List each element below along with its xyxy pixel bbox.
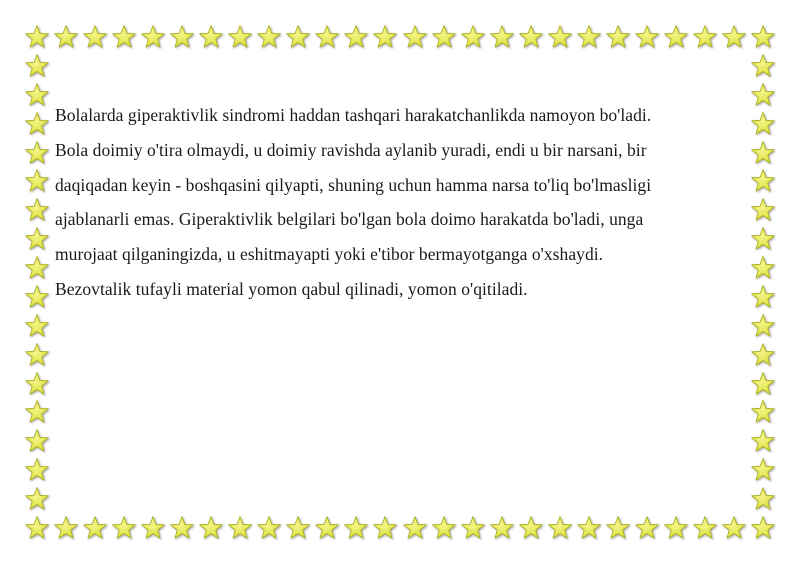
- star-icon: [721, 24, 747, 50]
- text-line-5: murojaat qilganingizda, u eshitmayapti yoki e'tibor bermayotganga o'xshaydi.: [55, 244, 604, 265]
- star-icon: [24, 399, 50, 425]
- star-icon: [372, 24, 398, 50]
- star-icon: [750, 53, 776, 79]
- star-icon: [750, 486, 776, 512]
- star-icon: [140, 515, 166, 541]
- star-icon: [343, 515, 369, 541]
- star-icon: [605, 24, 631, 50]
- star-icon: [24, 168, 50, 194]
- star-icon: [634, 515, 660, 541]
- star-icon: [663, 515, 689, 541]
- text-line-3: daqiqadan keyin - boshqasini qilyapti, shuning uchun hamma narsa to'liq bo'lmasligi: [55, 174, 652, 195]
- star-icon: [256, 24, 282, 50]
- star-icon: [547, 515, 573, 541]
- star-icon: [750, 371, 776, 397]
- star-icon: [750, 313, 776, 339]
- star-icon: [750, 428, 776, 454]
- star-icon: [24, 342, 50, 368]
- star-icon: [169, 24, 195, 50]
- star-icon: [24, 24, 50, 50]
- star-icon: [169, 515, 195, 541]
- star-icon: [198, 24, 224, 50]
- star-icon: [24, 140, 50, 166]
- star-icon: [82, 515, 108, 541]
- star-icon: [750, 515, 776, 541]
- star-icon: [24, 197, 50, 223]
- star-icon: [489, 515, 515, 541]
- star-icon: [24, 284, 50, 310]
- text-line-4: ajablanarli emas. Giperaktivlik belgilari bo'lgan bola doimo harakatda bo'ladi, unga: [55, 209, 644, 230]
- star-icon: [198, 515, 224, 541]
- star-icon: [518, 24, 544, 50]
- star-icon: [82, 24, 108, 50]
- star-icon: [692, 515, 718, 541]
- star-icon: [24, 457, 50, 483]
- star-icon: [285, 515, 311, 541]
- star-icon: [111, 515, 137, 541]
- star-icon: [256, 515, 282, 541]
- star-icon: [372, 515, 398, 541]
- star-icon: [460, 24, 486, 50]
- star-icon: [576, 515, 602, 541]
- star-icon: [518, 515, 544, 541]
- star-icon: [24, 255, 50, 281]
- star-icon: [431, 24, 457, 50]
- star-icon: [605, 515, 631, 541]
- star-icon: [24, 82, 50, 108]
- text-line-2: Bola doimiy o'tira olmaydi, u doimiy ravishda aylanib yuradi, endi u bir narsani, bir: [55, 139, 647, 160]
- star-icon: [663, 24, 689, 50]
- text-line-1: Bolalarda giperaktivlik sindromi haddan tashqari harakatchanlikda namoyon bo'ladi.: [55, 105, 652, 125]
- star-icon: [24, 371, 50, 397]
- star-icon: [402, 24, 428, 50]
- star-icon: [24, 486, 50, 512]
- star-icon: [402, 515, 428, 541]
- star-icon: [24, 313, 50, 339]
- star-icon: [24, 111, 50, 137]
- body-paragraph: [55, 98, 755, 307]
- star-icon: [489, 24, 515, 50]
- star-icon: [634, 24, 660, 50]
- star-icon: [721, 515, 747, 541]
- star-icon: [285, 24, 311, 50]
- star-icon: [227, 515, 253, 541]
- star-icon: [24, 53, 50, 79]
- star-icon: [692, 24, 718, 50]
- star-icon: [750, 399, 776, 425]
- star-icon: [53, 515, 79, 541]
- star-icon: [111, 24, 137, 50]
- star-icon: [750, 457, 776, 483]
- star-icon: [460, 515, 486, 541]
- star-icon: [343, 24, 369, 50]
- star-icon: [576, 24, 602, 50]
- star-icon: [227, 24, 253, 50]
- star-icon: [431, 515, 457, 541]
- star-icon: [24, 226, 50, 252]
- text-line-6: Bezovtalik tufayli material yomon qabul qilinadi, yomon o'qitiladi.: [55, 278, 528, 299]
- star-icon: [24, 515, 50, 541]
- star-icon: [750, 24, 776, 50]
- star-icon: [314, 515, 340, 541]
- star-icon: [547, 24, 573, 50]
- star-icon: [314, 24, 340, 50]
- star-icon: [53, 24, 79, 50]
- star-icon: [750, 342, 776, 368]
- star-icon: [140, 24, 166, 50]
- star-icon: [24, 428, 50, 454]
